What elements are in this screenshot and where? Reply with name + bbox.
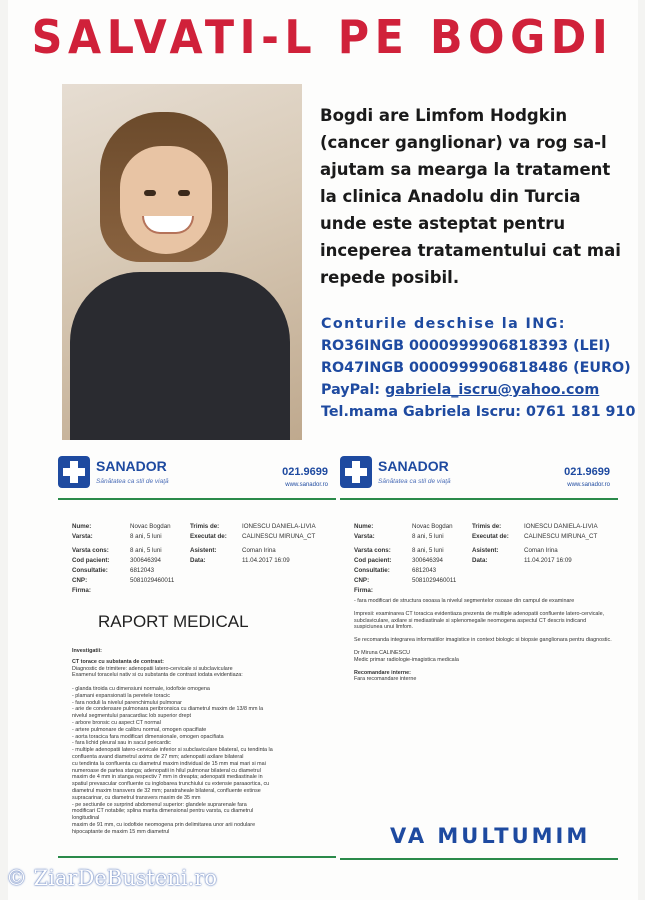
patient-info: Nume: Novac Bogdan Trimis de: IONESCU DANIELA-LIVIA Varsta: 8 ani, 5 luni Executat de: CALINESCU MIRUNA_CT Varsta cons: 8 ani, 5 luni Asistent: Coman Irina Cod pacient: 300646394 Data: 11.04.2017 16:09 Consultatie: 6812043 CNP: 5081029460011 Firma: xyxy=(72,523,316,594)
ct-finding-line: - multiple adenopatii latero-cervicale inferior si subclaviculare bilateral, cu tendinta la xyxy=(72,747,273,754)
account-euro: RO47INGB 0000999906818486 (EURO) xyxy=(321,360,631,376)
appeal-line: unde este asteptat pentru xyxy=(320,214,566,233)
ct-finding-line: maxim de 91 mm, cu iodofixie neomogena prin delimitarea unor arii nodulare xyxy=(72,821,256,828)
clinic-header xyxy=(58,452,336,494)
watermark-credit: © ZiarDeBusteni.ro xyxy=(6,866,218,890)
ct-finding-line: diametrul maxim transvers de 32 mm; paratraheale bilateral, confluente extinse xyxy=(72,787,261,794)
ct-finding-line: cu tendinta la confluenta cu diametrul maxim individual de 15 mm mai mari si mai xyxy=(72,760,266,767)
medical-report-page-1 xyxy=(58,448,336,863)
ct-finding-line: spatiul prevascular confluente cu inglobarea trunchiului cu extensie paraaortica, cu xyxy=(72,781,270,788)
mother-phone: Tel.mama Gabriela Iscru: 0761 181 910 xyxy=(321,404,636,420)
ct-finding-line: - plamani expansionati la peretele toracic xyxy=(72,692,170,699)
clinic-slogan: Sănătatea ca stil de viaţă xyxy=(378,478,451,485)
medical-cross-icon xyxy=(58,456,90,488)
paypal-label: PayPal: xyxy=(321,382,385,398)
ct-finding-line: confluenta avand diametrul aximx de 27 mm; adenopatii axilare bilateral xyxy=(72,753,244,760)
clinic-website: www.sanador.ro xyxy=(285,482,328,488)
appeal-line: ajutam sa mearga la tratament xyxy=(320,160,611,179)
ct-finding-line: Diagnostic de trimitere: adenopatii latero-cervicale si subclaviculare xyxy=(72,665,233,672)
doctor-title: Medic primar radiologie-imagistica medicala xyxy=(354,656,459,663)
appeal-line: (cancer ganglionar) va rog sa-l xyxy=(320,133,607,152)
ct-finding-line: modificari CT notabile; splina marita dimensional pentru varsta, cu diametrul xyxy=(72,808,254,815)
ct-finding-line: supracarinar, cu diametrul transvers maxim de 35 mm xyxy=(72,794,201,801)
divider xyxy=(340,498,618,500)
ct-finding-line: maxim de 4 mm in stanga respectiv 7 mm in dreapta; adenopatii mediastinale in xyxy=(72,774,263,781)
clinic-website: www.sanador.ro xyxy=(567,482,610,488)
ct-finding-line: - aorta toracica fara modificari dimensionale, omogen opacifiata xyxy=(72,733,224,740)
bank-accounts xyxy=(321,313,635,423)
ct-finding-line: - artere pulmonare de calibru normal, omogen opacifiate xyxy=(72,726,207,733)
ct-finding-line xyxy=(72,679,322,686)
ct-finding-line: - pe sectiunile ce surprind abdomenul superior: glandele suprarenale fara xyxy=(72,801,247,808)
recommendation-text: Se recomanda integrarea informatiilor imagistice in context biologic si biopsie ganglionara pentru diagnostic. xyxy=(354,637,612,644)
ct-finding-line: hipocaptante de maxim 15 mm diametrul xyxy=(72,828,170,835)
impression-text: Impresii: examinarea CT toracica evidentiaza prezenta de multiple adenopatii confluente latero-cervicale, subclaviculare, axilare si mediastinale si splenomegalie neomogena aspectul CT descris indicand suspiciunea unui limfom. xyxy=(354,610,605,631)
medical-cross-icon xyxy=(340,456,372,488)
ct-finding-line: - fara lichid pleural sau in sacul pericardic xyxy=(72,740,171,747)
divider xyxy=(58,498,336,500)
clinic-phone: 021.9699 xyxy=(282,466,328,478)
clinic-name: SANADOR xyxy=(378,458,449,474)
paypal-row xyxy=(321,379,635,401)
account-lei: RO36INGB 0000999906818393 (LEI) xyxy=(321,338,611,354)
appeal-line: inceperea tratamentului cat mai xyxy=(320,241,621,260)
ct-finding-line: - fara noduli la nivelul parenchimului pulmonar xyxy=(72,699,182,706)
thank-you-text: VA MULTUMIM xyxy=(390,824,591,848)
report-title: RAPORT MEDICAL xyxy=(98,612,249,631)
appeal-line: la clinica Anadolu din Turcia xyxy=(320,187,581,206)
medical-report-page-2 xyxy=(340,448,618,863)
accounts-heading: Conturile deschise la ING: xyxy=(321,316,566,332)
appeal-line: Bogdi are Limfom Hodgkin xyxy=(320,106,568,125)
ct-finding-line: longitudinal xyxy=(72,815,100,822)
clinic-name: SANADOR xyxy=(96,458,167,474)
patient-info: Nume: Novac Bogdan Trimis de: IONESCU DANIELA-LIVIA Varsta: 8 ani, 5 luni Executat de: CALINESCU MIRUNA_CT Varsta cons: 8 ani, 5 luni Asistent: Coman Irina Cod pacient: 300646394 Data: 11.04.2017 16:09 Consultatie: 6812043 CNP: 5081029460011 Firma: xyxy=(354,523,598,594)
ct-finding-line: nivelul segmentului paracardiac lob superior drept xyxy=(72,713,191,720)
page-title: SALVATI-L PE BOGDI xyxy=(31,10,614,64)
ct-finding-line: - glanda tiroida cu dimensiuni normale, iodofixie omogena xyxy=(72,685,210,692)
ct-findings xyxy=(72,666,322,836)
report-body: Investigatii: CT torace cu substanta de contrast: Diagnostic de trimitere: adenopatii latero-cervicale si subclaviculare Examenul toracelui nativ si cu substanta de contrast iodata evidentiaza: - glanda tiroida cu dimensiuni normale, iodofixie omogena - plamani expansionati la peretele toracic - fara noduli la nivelul parenchimului pulmonar - arie de condensare pulmonara peribronsica cu diametrul maxim de 13/8 mm la nivelul segmentului paracardiac lob superior drept - arbore bronsic cu aspect CT normal - artere pulmonare de calibru normal, omogen opacifiate - aorta toracica fara modificari dimensionale, omogen opacifiata - fara lichid pleural sau in sacul pericardic - multiple adenopatii latero-cervicale inferior si subclaviculare bilateral, cu tendinta la confluenta avand diametrul aximx de 27 mm; adenopatii axilare bilateral cu tendinta la confluenta cu diametrul maxim individual de 15 mm mai mari si mai numeroase de partea stanga; adenopatii in hilul pulmonar bilateral cu diametrul maxim de 4 mm in stanga respectiv 7 mm in dreapta; adenopatii mediastinale in spatiul prevascular confluente cu inglobarea trunchiului cu extensie paraaortica, cu diametrul maxim transvers de 32 mm; paratraheale bilateral, confluente extinse supracarinar, cu diametrul transvers maxim de 35 mm - pe sectiunile ce surprind abdomenul superior: glandele suprarenale fara modificari CT notabile; splina marita dimensional pentru varsta, cu diametrul longitudinal maxim de 91 mm, cu iodofixie neomogena prin delimitarea unor arii nodulare hipocaptante de maxim 15 mm diametrul xyxy=(72,648,322,836)
appeal-line: repede posibil. xyxy=(320,268,460,287)
report-conclusions: - fara modificari de structura osoasa la nivelul segmentelor osoase din campul de examinare Impresii: examinarea CT toracica evidentiaza prezenta de multiple adenopatii confluente latero-cervicale, subclaviculare, axilare si mediastinale si splenomegalie neomogena aspectul CT descris indicand suspiciunea unui limfom. Se recomanda integrarea informatiilor imagistice in context biologic si biopsie ganglionara pentru diagnostic. Dr Miruna CALINESCU Medic primar radiologie-imagistica medicala Recomandare interne: Fara recomandare interne xyxy=(354,598,612,683)
ct-finding-line: - arbore bronsic cu aspect CT normal xyxy=(72,719,161,726)
ct-finding-line: Examenul toracelui nativ si cu substanta de contrast iodata evidentiaza: xyxy=(72,672,243,679)
child-photo xyxy=(62,84,302,440)
clinic-phone: 021.9699 xyxy=(564,466,610,478)
clinic-slogan: Sănătatea ca stil de viaţă xyxy=(96,478,169,485)
divider xyxy=(340,858,618,860)
divider xyxy=(58,856,336,858)
ct-finding-line: numeroase de partea stanga; adenopatii in hilul pulmonar bilateral cu diametrul xyxy=(72,767,261,774)
clinic-header xyxy=(340,452,618,494)
ct-finding-line: - arie de condensare pulmonara peribronsica cu diametrul maxim de 13/8 mm la xyxy=(72,706,264,713)
appeal-message xyxy=(320,102,630,291)
paypal-email-link[interactable]: gabriela_iscru@yahoo.com xyxy=(384,382,600,398)
doctor-name: Dr Miruna CALINESCU xyxy=(354,649,411,656)
